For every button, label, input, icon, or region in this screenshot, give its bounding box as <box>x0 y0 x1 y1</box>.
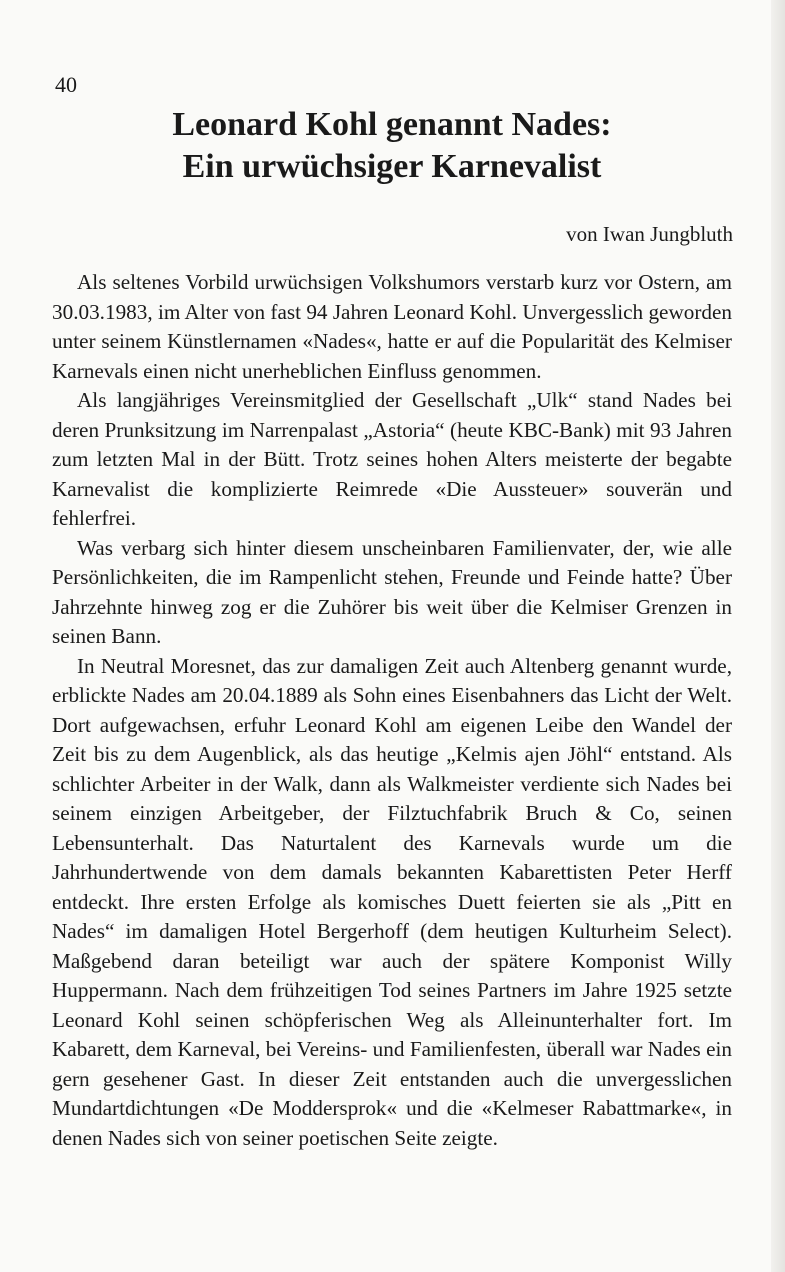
paragraph-3: Was verbarg sich hinter diesem unscheinbaren Familienvater, der, wie alle Persönlichkeiten, die im Rampenlicht stehen, Freunde und Feinde hatte? Über Jahrzehnte hinweg zog er die Zuhörer bis weit über die Kelmiser Grenzen in seinen Bann. <box>52 535 732 648</box>
title-line-2: Ein urwüchsiger Karnevalist <box>182 148 602 185</box>
title-line-1: Leonard Kohl genannt Nades: <box>172 106 612 143</box>
article-body <box>52 268 732 1153</box>
paragraph-1: Als seltenes Vorbild urwüchsigen Volkshumors verstarb kurz vor Ostern, am 30.03.1983, im Alter von fast 94 Jahren Leonard Kohl. Unvergesslich geworden unter seinem Künstlernamen «Nades«, hatte er auf die Popularität des Kelmiser Karnevals einen nicht unerheblichen Einfluss genommen. <box>52 270 732 383</box>
article-title <box>52 104 732 188</box>
paragraph-2: Als langjähriges Vereinsmitglied der Gesellschaft „Ulk“ stand Nades bei deren Prunksitzung im Narrenpalast „Astoria“ (heute KBC-Bank) mit 93 Jahren zum letzten Mal in der Bütt. Trotz seines hohen Alters meisterte der begabte Karnevalist die komplizierte Reimrede «Die Aussteuer» souverän und fehlerfrei. <box>52 388 732 530</box>
paragraph-4: In Neutral Moresnet, das zur damaligen Zeit auch Altenberg genannt wurde, erblickte Nades am 20.04.1889 als Sohn eines Eisenbahners das Licht der Welt. Dort aufgewachsen, erfuhr Leonard Kohl am eigenen Leibe den Wandel der Zeit bis zu dem Augenblick, als das heutige „Kelmis ajen Jöhl“ entstand. Als schlichter Arbeiter in der Walk, dann als Walkmeister verdiente sich Nades bei seinem einzigen Arbeitgeber, der Filztuchfabrik Bruch & Co, seinen Lebensunterhalt. Das Naturtalent des Karnevals wurde um die Jahrhundertwende von dem damals bekannten Kabarettisten Peter Herff entdeckt. Ihre ersten Erfolge als komisches Duett feierten sie als „Pitt en Nades“ im damaligen Hotel Bergerhoff (dem heutigen Kulturheim Select). Maßgebend daran beteiligt war auch der spätere Komponist Willy Huppermann. Nach dem frühzeitigen Tod seines Partners im Jahre 1925 setzte Leonard Kohl seinen schöpferischen Weg als Alleinunterhalter fort. Im Kabarett, dem Karneval, bei Vereins- und Familienfesten, überall war Nades ein gern gesehener Gast. In dieser Zeit entstanden auch die unvergesslichen Mundartdichtungen «De Moddersprok« und die «Kelmeser Rabattmarke«, in denen Nades sich von seiner poetischen Seite zeigte. <box>52 653 732 1150</box>
page-edge <box>771 0 785 1272</box>
author-byline: von Iwan Jungbluth <box>566 222 733 246</box>
page-number: 40 <box>55 72 77 97</box>
